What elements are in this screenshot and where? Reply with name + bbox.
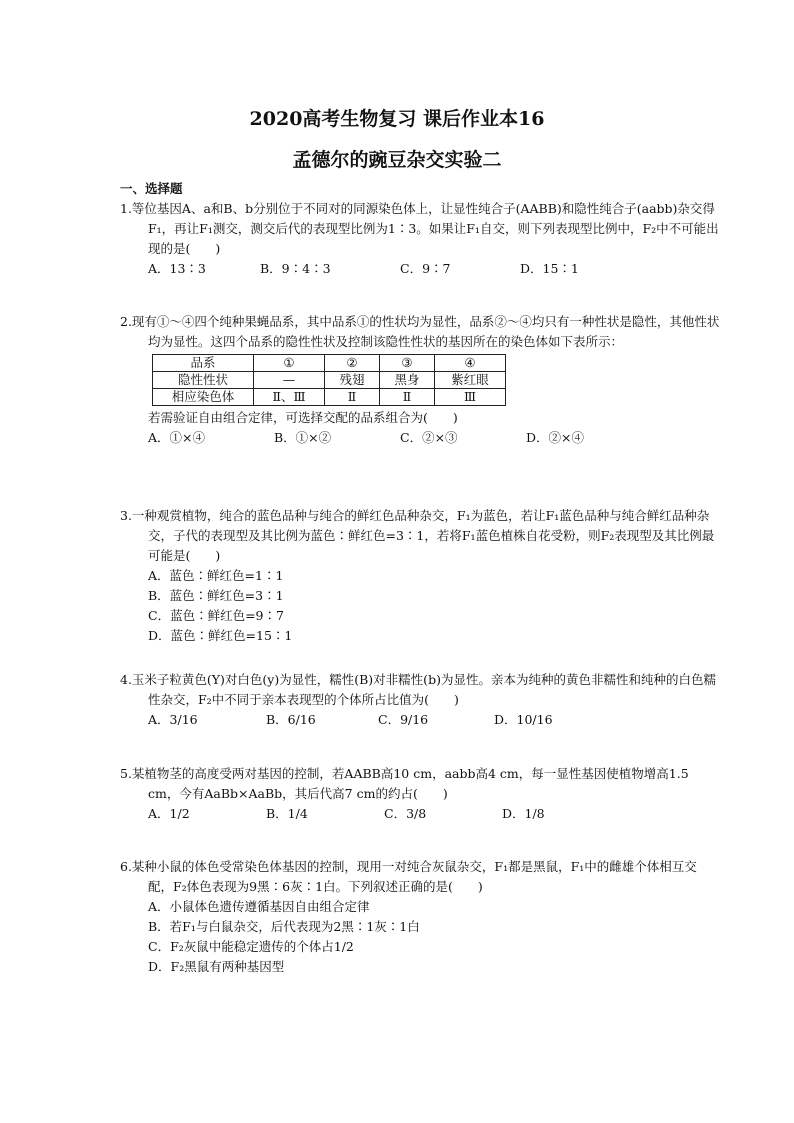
table-cell: 相应染色体 bbox=[153, 389, 254, 406]
options bbox=[120, 804, 720, 824]
table-cell: 紫红眼 bbox=[435, 372, 506, 389]
option-d: D．蓝色∶鲜红色=15∶1 bbox=[148, 628, 293, 643]
option-c: C．9∶7 bbox=[400, 261, 451, 276]
question-stem: 6.某种小鼠的体色受常染色体基因的控制，现用一对纯合灰鼠杂交，F₁都是黑鼠，F₁中的雌雄个体相互交配，F₂体色表现为9黑∶6灰∶1白。下列叙述正确的是( ) bbox=[120, 859, 697, 894]
table-header-cell: ② bbox=[325, 355, 380, 372]
option-b: B．蓝色∶鲜红色=3∶1 bbox=[148, 588, 284, 603]
document-title: 2020高考生物复习 课后作业本16 bbox=[249, 108, 545, 130]
table-cell: 隐性性状 bbox=[153, 372, 254, 389]
option-b: B．①×② bbox=[274, 430, 332, 445]
table-row bbox=[153, 372, 506, 389]
option-c: C．9/16 bbox=[378, 712, 429, 727]
options bbox=[120, 566, 720, 646]
section-heading: 一、选择题 bbox=[120, 181, 183, 196]
option-d: D．F₂黑鼠有两种基因型 bbox=[148, 959, 285, 974]
table-cell: Ⅱ、Ⅲ bbox=[254, 389, 325, 406]
option-b: B．1/4 bbox=[266, 806, 308, 821]
options bbox=[120, 428, 720, 448]
question-5 bbox=[120, 764, 720, 824]
options bbox=[120, 259, 720, 279]
option-a: A．蓝色∶鲜红色=1∶1 bbox=[148, 568, 284, 583]
option-a: A．13∶3 bbox=[148, 261, 206, 276]
option-a: A．1/2 bbox=[148, 806, 190, 821]
table-header-cell: ③ bbox=[380, 355, 435, 372]
option-d: D．1/8 bbox=[502, 806, 545, 821]
question-6 bbox=[120, 857, 720, 977]
question-4 bbox=[120, 670, 720, 730]
table-cell: 残翅 bbox=[325, 372, 380, 389]
option-a: A．①×④ bbox=[148, 430, 206, 445]
options bbox=[120, 897, 720, 977]
table-row bbox=[153, 355, 506, 372]
question-stem: 5.某植物茎的高度受两对基因的控制，若AABB高10 cm，aabb高4 cm，每一显性基因使植物增高1.5 cm，今有AaBb×AaBb，其后代高7 cm的约占( ) bbox=[120, 766, 689, 801]
option-a: A．3/16 bbox=[148, 712, 198, 727]
question-1 bbox=[120, 199, 720, 279]
option-c: C．F₂灰鼠中能稳定遗传的个体占1/2 bbox=[148, 939, 354, 954]
question-stem: 4.玉米子粒黄色(Y)对白色(y)为显性，糯性(B)对非糯性(b)为显性。亲本为纯种的黄色非糯性和纯种的白色糯性杂交，F₂中不同于亲本表现型的个体所占比值为( ) bbox=[120, 672, 716, 707]
table-row bbox=[153, 389, 506, 406]
option-d: D．②×④ bbox=[526, 430, 584, 445]
option-b: B．若F₁与白鼠杂交，后代表现为2黑∶1灰∶1白 bbox=[148, 919, 420, 934]
document-subtitle: 孟德尔的豌豆杂交实验二 bbox=[292, 149, 502, 171]
chromosome-table bbox=[152, 354, 506, 406]
table-header-cell: ④ bbox=[435, 355, 506, 372]
option-d: D．15∶1 bbox=[520, 261, 579, 276]
option-c: C．②×③ bbox=[400, 430, 458, 445]
question-stem: 1.等位基因A、a和B、b分别位于不同对的同源染色体上，让显性纯合子(AABB)和隐性纯合子(aabb)杂交得F₁，再让F₁测交，测交后代的表现型比例为1∶3。如果让F₁自交，则下列表现型比例中，F₂中不可能出现的是( ) bbox=[120, 201, 719, 256]
options bbox=[120, 710, 720, 730]
table-cell: Ⅱ bbox=[325, 389, 380, 406]
table-header-cell: ① bbox=[254, 355, 325, 372]
table-cell: 黑身 bbox=[380, 372, 435, 389]
table-cell: Ⅲ bbox=[435, 389, 506, 406]
table-cell: Ⅱ bbox=[380, 389, 435, 406]
table-header-cell: 品系 bbox=[153, 355, 254, 372]
option-a: A．小鼠体色遗传遵循基因自由组合定律 bbox=[148, 899, 370, 914]
table-cell: — bbox=[254, 372, 325, 389]
question-prompt: 若需验证自由组合定律，可选择交配的品系组合为( ) bbox=[148, 410, 458, 425]
option-c: C．3/8 bbox=[384, 806, 427, 821]
question-stem: 2.现有①～④四个纯种果蝇品系，其中品系①的性状均为显性，品系②～④均只有一种性状是隐性，其他性状均为显性。这四个品系的隐性性状及控制该隐性性状的基因所在的染色体如下表所示： bbox=[120, 314, 720, 349]
question-stem: 3.一种观赏植物，纯合的蓝色品种与纯合的鲜红色品种杂交，F₁为蓝色，若让F₁蓝色品种与纯合鲜红品种杂交，子代的表现型及其比例为蓝色∶鲜红色=3∶1，若将F₁蓝色植株自花受粉，则F₂表现型及其比例最可能是( ) bbox=[120, 508, 715, 563]
option-b: B．9∶4∶3 bbox=[260, 261, 331, 276]
question-2 bbox=[120, 312, 720, 448]
option-d: D．10/16 bbox=[494, 712, 553, 727]
option-c: C．蓝色∶鲜红色=9∶7 bbox=[148, 608, 284, 623]
option-b: B．6/16 bbox=[266, 712, 316, 727]
question-3 bbox=[120, 506, 720, 646]
